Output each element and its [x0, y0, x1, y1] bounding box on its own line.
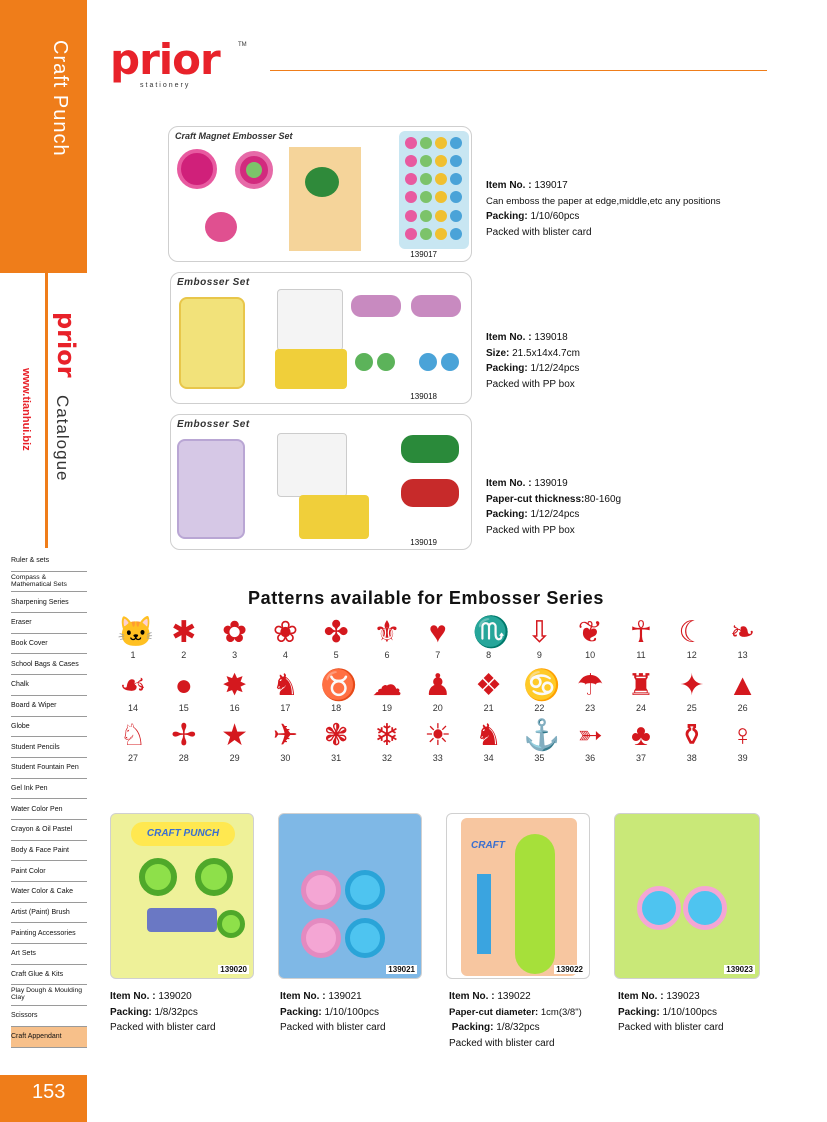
- butterfly-icon: ❃: [323, 719, 349, 752]
- flower-icon: ✿: [222, 616, 248, 649]
- asterisk-flower-icon: ✱: [171, 616, 197, 649]
- pattern-number: 14: [127, 703, 138, 713]
- embosser-head-icon: [450, 228, 462, 240]
- item-number-line: Item No. : 139022: [449, 991, 531, 1002]
- product-frame-title: Embosser Set: [177, 277, 250, 288]
- embosser-piece-icon: [205, 212, 237, 242]
- product-frame-title: Embosser Set: [177, 419, 250, 430]
- pattern-item: [159, 617, 209, 660]
- case-tray-icon: [299, 495, 369, 539]
- pattern-number: 13: [737, 650, 748, 660]
- embosser-head-icon: [377, 353, 395, 371]
- pattern-number: 9: [536, 650, 542, 660]
- hand-punch-icon: [401, 435, 459, 463]
- case-lid-icon: [277, 433, 347, 497]
- embosser-head-icon: [450, 210, 462, 222]
- pattern-number: 3: [232, 650, 238, 660]
- embosser-head-icon: [450, 173, 462, 185]
- pattern-item: [413, 720, 463, 763]
- nav-item[interactable]: Play Dough & Moulding Clay: [11, 985, 87, 1006]
- pattern-item: [362, 617, 412, 660]
- info-line: Packed with blister card: [486, 226, 592, 238]
- dancer-icon: ☥: [629, 616, 653, 649]
- maple-leaf-icon: ❧: [730, 616, 756, 649]
- pattern-item: [260, 670, 310, 713]
- cat-icon: 🐱: [117, 616, 155, 649]
- pattern-item: [616, 720, 666, 763]
- pattern-item: [108, 670, 158, 713]
- nav-item[interactable]: Paint Color: [11, 861, 87, 882]
- heart-icon: ♥: [428, 616, 447, 649]
- pattern-number: 26: [737, 703, 748, 713]
- embosser-head-icon: [450, 155, 462, 167]
- embosser-head-icon: [420, 228, 432, 240]
- pattern-item: [210, 720, 260, 763]
- embosser-head-icon: [435, 173, 447, 185]
- nav-item[interactable]: Body & Face Paint: [11, 841, 87, 862]
- page-number: 153: [32, 1081, 66, 1103]
- witch-hat-icon: ▲: [727, 669, 758, 702]
- pattern-number: 2: [181, 650, 187, 660]
- pattern-item: [565, 720, 615, 763]
- website-link[interactable]: www.tianhui.biz: [20, 368, 32, 451]
- pattern-number: 25: [686, 703, 697, 713]
- pattern-item: [362, 670, 412, 713]
- pattern-item: [718, 617, 768, 660]
- craft-punch-tool-icon: [515, 834, 555, 974]
- pattern-number: 23: [585, 703, 596, 713]
- pattern-number: 8: [486, 650, 492, 660]
- info-line: Packing: 1/8/32pcs: [449, 1022, 540, 1033]
- pattern-number: 31: [331, 753, 342, 763]
- pattern-item: [514, 670, 564, 713]
- pattern-number: 12: [686, 650, 697, 660]
- witch-icon: ♜: [627, 669, 655, 702]
- embosser-head-icon: [355, 353, 373, 371]
- brand-name: prior: [110, 38, 220, 84]
- pattern-number: 38: [686, 753, 697, 763]
- hand-punch-icon: [411, 295, 461, 317]
- reindeer-icon: ♞: [475, 719, 503, 752]
- info-line: Packing: 1/10/60pcs: [486, 211, 580, 222]
- pattern-item: [108, 617, 158, 660]
- info-line: Packed with PP box: [486, 524, 575, 536]
- arrow-heart-icon: ➳: [577, 719, 603, 752]
- info-line: Packed with PP box: [486, 378, 575, 390]
- vase-icon: ⚱: [679, 719, 705, 752]
- pattern-number: 1: [130, 650, 136, 660]
- product-code: 139017: [406, 250, 441, 259]
- info-line: Packed with blister card: [449, 1037, 555, 1049]
- embosser-head-icon: [435, 191, 447, 203]
- case-lid-icon: [277, 289, 343, 351]
- pattern-item: [514, 617, 564, 660]
- info-line: Paper-cut diameter: 1cm(3/8"): [449, 1006, 582, 1018]
- sun-icon: ☀: [424, 719, 452, 752]
- pattern-number: 29: [229, 753, 240, 763]
- embosser-head-icon: [435, 210, 447, 222]
- sheep-icon: ☁: [372, 669, 402, 702]
- nav-item[interactable]: Water Color & Cake: [11, 882, 87, 903]
- sidebar-divider: [45, 273, 48, 548]
- pattern-number: 27: [127, 753, 138, 763]
- pattern-item: [718, 670, 768, 713]
- penguin-icon: ♟: [424, 669, 452, 702]
- pattern-item: [311, 670, 361, 713]
- pattern-number: 4: [282, 650, 288, 660]
- section-title: Craft Punch: [49, 40, 71, 157]
- frog-icon: ✤: [323, 616, 349, 649]
- shrimp-icon: ♋: [523, 669, 561, 702]
- embosser-head-icon: [435, 137, 447, 149]
- pattern-number: 30: [280, 753, 291, 763]
- product-code: 139021: [388, 965, 415, 974]
- pattern-item: [667, 670, 717, 713]
- pattern-number: 15: [178, 703, 189, 713]
- pattern-number: 6: [384, 650, 390, 660]
- info-line: Packing: 1/12/24pcs: [486, 363, 580, 374]
- nav-item[interactable]: Craft Appendant: [11, 1027, 87, 1048]
- punch-icon: [301, 870, 341, 910]
- punch-icon: [139, 858, 177, 896]
- brand-logo: [110, 38, 242, 89]
- punch-icon: [345, 870, 385, 910]
- sidebar-header-bar: [0, 0, 87, 273]
- pattern-item: [514, 720, 564, 763]
- paper-strip-icon: [477, 874, 491, 954]
- embossed-paper-icon: [289, 147, 361, 251]
- product-139022-info: [449, 989, 582, 1051]
- embosser-head-icon: [450, 137, 462, 149]
- pattern-item: [718, 720, 768, 763]
- product-139021-image: [278, 813, 422, 979]
- product-139018-info: [486, 330, 580, 392]
- embosser-head-icon: [405, 155, 417, 167]
- pattern-item: [464, 720, 514, 763]
- nav-item[interactable]: Student Pencils: [11, 737, 87, 758]
- embosser-head-icon: [435, 155, 447, 167]
- moon-icon: ☾: [678, 616, 706, 649]
- product-code: 139020: [220, 965, 247, 974]
- embosser-head-icon: [405, 228, 417, 240]
- pattern-number: 7: [435, 650, 441, 660]
- pattern-number: 10: [585, 650, 596, 660]
- nav-item[interactable]: Artist (Paint) Brush: [11, 903, 87, 924]
- arrow-icon: ⇩: [526, 616, 552, 649]
- product-frame-title: Craft Magnet Embosser Set: [175, 131, 293, 141]
- pattern-item: [616, 617, 666, 660]
- product-139017-image: [168, 126, 472, 262]
- pattern-number: 37: [635, 753, 646, 763]
- cow-icon: ♉: [320, 669, 358, 702]
- pattern-item: [667, 617, 717, 660]
- pattern-item: [108, 720, 158, 763]
- pattern-item: [413, 670, 463, 713]
- punch-icon: [195, 858, 233, 896]
- product-139020-image: [110, 813, 254, 979]
- product-139020-info: [110, 989, 216, 1036]
- weathervane-icon: ⚓: [523, 719, 561, 752]
- prior-logo-icon: [110, 38, 242, 84]
- pattern-number: 36: [585, 753, 596, 763]
- nav-item[interactable]: Board & Wiper: [11, 696, 87, 717]
- pattern-number: 28: [178, 753, 189, 763]
- embosser-head-icon: [420, 210, 432, 222]
- nav-item[interactable]: Book Cover: [11, 634, 87, 655]
- nav-item[interactable]: School Bags & Cases: [11, 654, 87, 675]
- product-139023-image: [614, 813, 760, 979]
- product-139019-info: [486, 476, 621, 538]
- pattern-item: [210, 617, 260, 660]
- product-code: 139023: [726, 965, 753, 974]
- product-139018-image: [170, 272, 472, 404]
- pattern-item: [159, 720, 209, 763]
- nav-item[interactable]: Scissors: [11, 1006, 87, 1027]
- nav-item[interactable]: Water Color Pen: [11, 799, 87, 820]
- scorpion-icon: ♏: [472, 616, 510, 649]
- nav-item[interactable]: Eraser: [11, 613, 87, 634]
- pattern-number: 11: [636, 650, 646, 660]
- info-line: Can emboss the paper at edge,middle,etc any positions: [486, 195, 721, 207]
- punch-icon: [637, 886, 681, 930]
- pattern-number: 24: [635, 703, 646, 713]
- pattern-number: 34: [483, 753, 494, 763]
- info-line: Packing: 1/12/24pcs: [486, 509, 580, 520]
- embosser-head-icon: [405, 173, 417, 185]
- pattern-item: [311, 617, 361, 660]
- info-line: Size: 21.5x14x4.7cm: [486, 347, 580, 359]
- apple-icon: ●: [174, 669, 193, 702]
- embosser-head-icon: [405, 191, 417, 203]
- tulip-icon: ⚜: [373, 616, 401, 649]
- embosser-head-icon: [450, 191, 462, 203]
- pattern-item: [159, 670, 209, 713]
- pattern-item: [616, 670, 666, 713]
- pattern-number: 19: [381, 703, 392, 713]
- hand-punch-icon: [401, 479, 459, 507]
- catalogue-label: Catalogue: [53, 395, 72, 482]
- info-line: Paper-cut thickness:80-160g: [486, 493, 622, 505]
- product-139023-info: [618, 989, 724, 1036]
- info-line: Packing: 1/10/100pcs: [618, 1006, 717, 1018]
- cat-face-icon: ❖: [475, 669, 503, 702]
- product-139021-info: [280, 989, 386, 1036]
- patterns-title: Patterns available for Embosser Series: [248, 588, 604, 608]
- pattern-number: 39: [737, 753, 748, 763]
- blister-card-icon: [399, 131, 469, 249]
- pattern-number: 17: [280, 703, 291, 713]
- embosser-head-icon: [420, 155, 432, 167]
- product-code: 139019: [406, 538, 441, 547]
- umbrella-icon: ☂: [576, 669, 604, 702]
- butterfly-wings-icon: ❦: [577, 616, 603, 649]
- pattern-item: [667, 720, 717, 763]
- snowflake-icon: ❄: [374, 719, 400, 752]
- sparkle-stars-icon: ✦: [679, 669, 705, 702]
- embosser-case-icon: [179, 297, 245, 389]
- embosser-head-icon: [405, 210, 417, 222]
- pattern-number: 35: [534, 753, 545, 763]
- punch-icon: [683, 886, 727, 930]
- nav-item[interactable]: Crayon & Oil Pastel: [11, 820, 87, 841]
- embosser-head-icon: [419, 353, 437, 371]
- pattern-number: 21: [483, 703, 494, 713]
- product-code: 139018: [406, 392, 441, 401]
- pattern-item: [413, 617, 463, 660]
- card-title: CRAFT: [471, 840, 505, 851]
- item-number-line: Item No. : 139023: [618, 991, 700, 1002]
- item-number-line: Item No. : 139019: [486, 478, 568, 489]
- nav-item[interactable]: Art Sets: [11, 944, 87, 965]
- embosser-case-icon: [177, 439, 245, 539]
- pattern-number: 32: [381, 753, 392, 763]
- info-line: Packed with blister card: [110, 1022, 216, 1033]
- girl-icon: ♀: [731, 719, 754, 752]
- nav-item[interactable]: Student Fountain Pen: [11, 758, 87, 779]
- pattern-number: 20: [432, 703, 443, 713]
- category-nav: [11, 551, 87, 1048]
- nav-item[interactable]: Painting Accessories: [11, 923, 87, 944]
- pattern-item: [565, 617, 615, 660]
- product-139019-image: [170, 414, 472, 550]
- punch-icon: [345, 918, 385, 958]
- hand-punch-icon: [351, 295, 401, 317]
- pattern-item: [260, 617, 310, 660]
- pattern-item: [210, 670, 260, 713]
- blossom-icon: ❀: [272, 616, 298, 649]
- case-tray-icon: [275, 349, 347, 389]
- embosser-knob-icon: [177, 149, 217, 189]
- embosser-ring-icon: [235, 151, 273, 189]
- star-icon: ★: [221, 719, 249, 752]
- embosser-head-icon: [435, 228, 447, 240]
- header-rule: [270, 70, 767, 71]
- embosser-head-icon: [405, 137, 417, 149]
- tree-icon: ♣: [631, 719, 651, 752]
- punch-icon: [301, 918, 341, 958]
- pattern-item: [311, 720, 361, 763]
- moth-icon: ✢: [171, 719, 197, 752]
- nav-item[interactable]: Ruler & sets: [11, 551, 87, 572]
- item-number-line: Item No. : 139018: [486, 332, 568, 343]
- embosser-head-icon: [441, 353, 459, 371]
- info-line: Packed with blister card: [280, 1022, 386, 1033]
- embosser-head-icon: [420, 137, 432, 149]
- nav-item[interactable]: Globe: [11, 717, 87, 738]
- pattern-number: 22: [534, 703, 545, 713]
- border-punch-icon: [147, 908, 217, 932]
- nav-item[interactable]: Chalk: [11, 675, 87, 696]
- angel-icon: ♞: [271, 669, 299, 702]
- item-number-line: Item No. : 139017: [486, 180, 568, 191]
- nav-item[interactable]: Craft Glue & Kits: [11, 965, 87, 986]
- info-line: Packing: 1/8/32pcs: [110, 1006, 198, 1018]
- embosser-head-icon: [420, 173, 432, 185]
- sidebar-logo: prior: [52, 312, 80, 378]
- nav-item[interactable]: Gel Ink Pen: [11, 779, 87, 800]
- pattern-item: [260, 720, 310, 763]
- item-number-line: Item No. : 139021: [280, 991, 362, 1002]
- item-number-line: Item No. : 139020: [110, 991, 192, 1002]
- nav-item[interactable]: Compass & Mathematical Sets: [11, 572, 87, 593]
- cupid-icon: ☙: [119, 669, 147, 702]
- trademark: TM: [238, 42, 247, 48]
- pattern-item: [565, 670, 615, 713]
- pattern-item: [464, 670, 514, 713]
- pattern-item: [362, 720, 412, 763]
- product-139022-image: [446, 813, 590, 979]
- nav-item[interactable]: Sharpening Series: [11, 592, 87, 613]
- brand-subtitle: stationery: [140, 82, 191, 89]
- pattern-item: [464, 617, 514, 660]
- embosser-head-icon: [420, 191, 432, 203]
- pattern-number: 5: [333, 650, 339, 660]
- punch-icon: [217, 910, 245, 938]
- product-code: 139022: [556, 965, 583, 974]
- info-line: Packing: 1/10/100pcs: [280, 1006, 379, 1018]
- pattern-number: 33: [432, 753, 443, 763]
- info-line: Packed with blister card: [618, 1022, 724, 1033]
- bird-icon: ✈: [272, 719, 298, 752]
- product-139017-info: [486, 178, 720, 240]
- pattern-number: 18: [331, 703, 342, 713]
- sunburst-icon: ✸: [222, 669, 248, 702]
- dog-icon: ♘: [119, 719, 147, 752]
- pattern-number: 16: [229, 703, 240, 713]
- card-title: CRAFT PUNCH: [131, 822, 235, 846]
